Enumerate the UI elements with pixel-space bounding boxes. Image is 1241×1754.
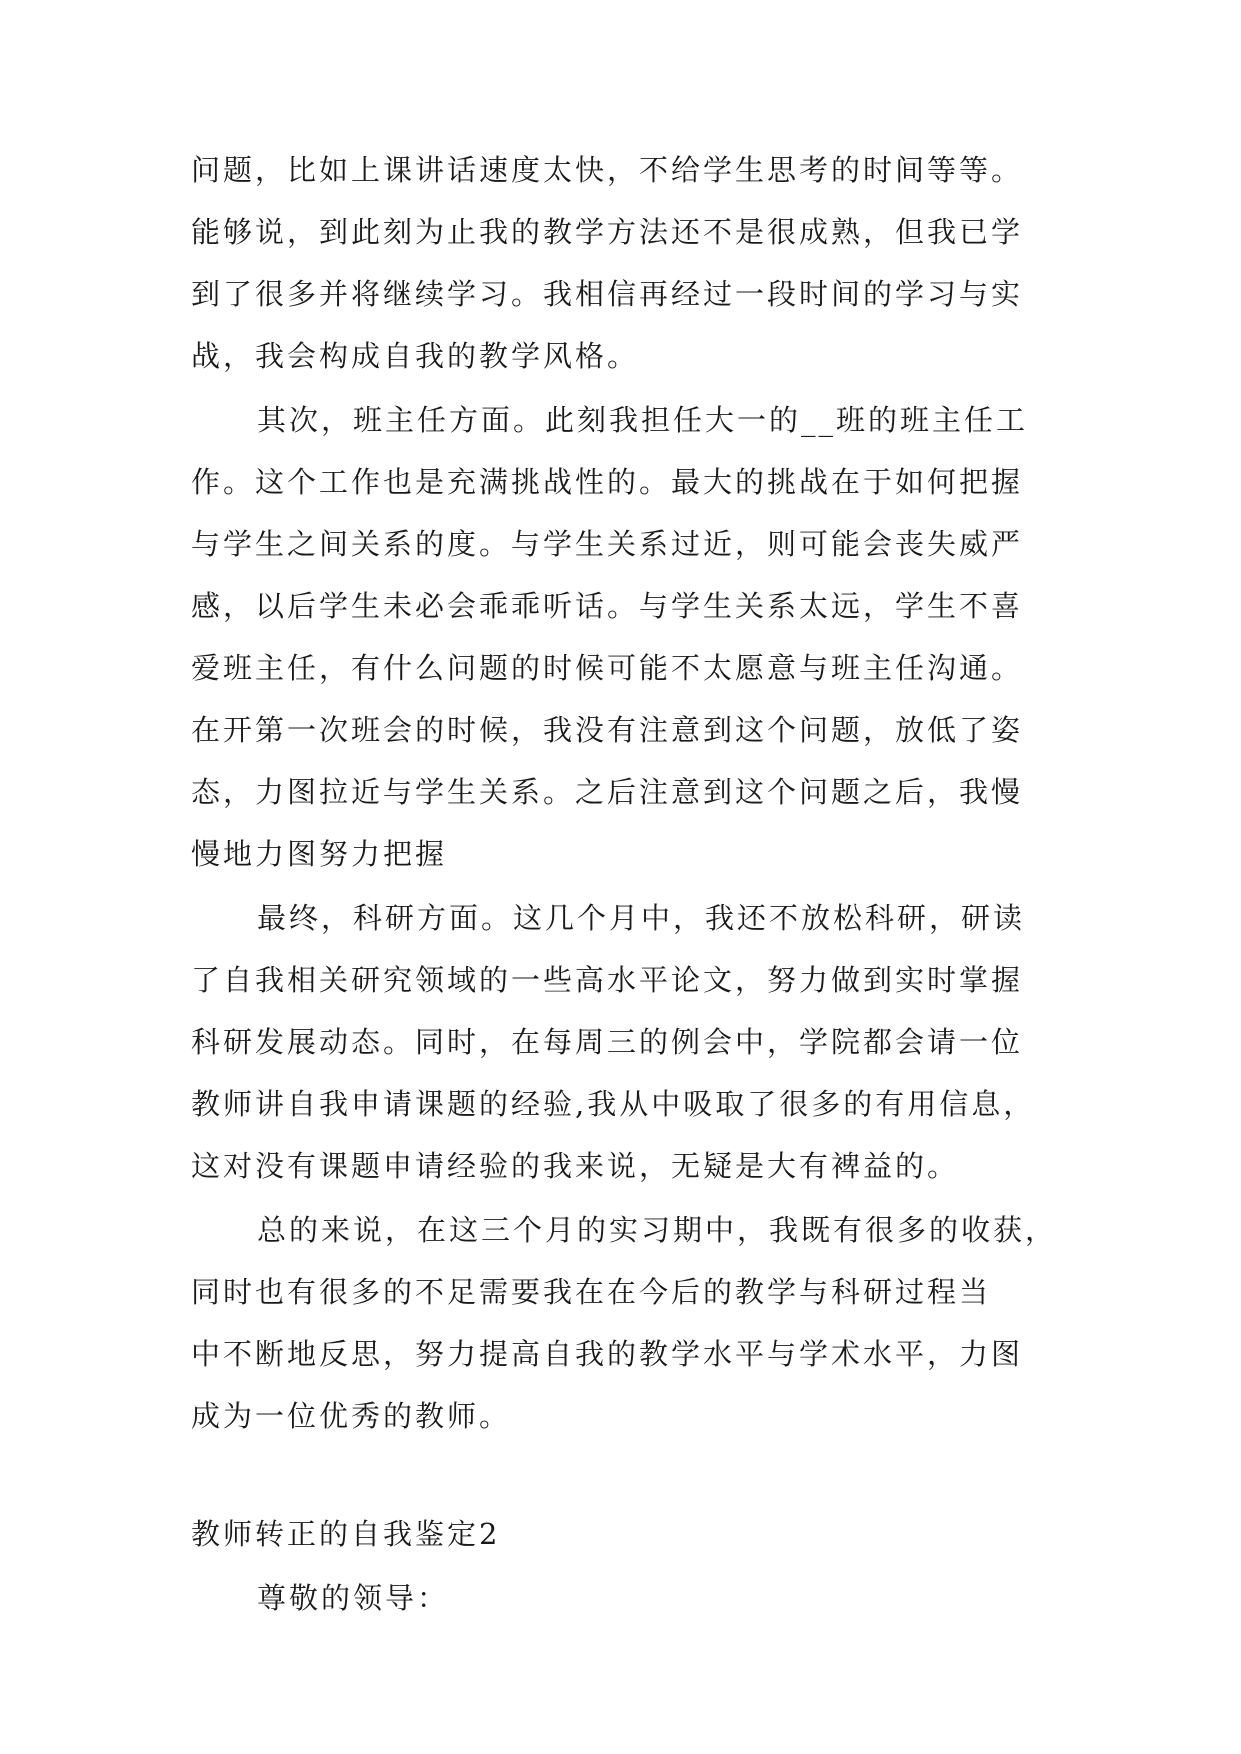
paragraph-4-line-4: 成为一位优秀的教师。 xyxy=(191,1399,512,1433)
paragraph-2-line-3: 与学生之间关系的度。与学生关系过近，则可能会丧失威严 xyxy=(191,527,1024,561)
paragraph-1-line-3: 到了很多并将继续学习。我相信再经过一段时间的学习与实 xyxy=(191,277,1024,311)
paragraph-2-line-2: 作。这个工作也是充满挑战性的。最大的挑战在于如何把握 xyxy=(191,465,1024,499)
paragraph-2-line-5: 爱班主任，有什么问题的时候可能不太愿意与班主任沟通。 xyxy=(191,651,1024,685)
paragraph-2-line-6: 在开第一次班会的时候，我没有注意到这个问题，放低了姿 xyxy=(191,713,1024,747)
paragraph-2-line-7: 态，力图拉近与学生关系。之后注意到这个问题之后，我慢 xyxy=(191,775,1024,809)
paragraph-3-line-1: 最终，科研方面。这几个月中，我还不放松科研，研读 xyxy=(257,901,1026,935)
paragraph-4-line-1: 总的来说，在这三个月的实习期中，我既有很多的收获， xyxy=(257,1213,1058,1247)
paragraph-4-line-3: 中不断地反思，努力提高自我的教学水平与学术水平，力图 xyxy=(191,1337,1024,1371)
paragraph-2-line-4: 感，以后学生未必会乖乖听话。与学生关系太远，学生不喜 xyxy=(191,589,1024,623)
salutation: 尊敬的领导： xyxy=(257,1581,450,1615)
paragraph-1-line-1: 问题，比如上课讲话速度太快，不给学生思考的时间等等。 xyxy=(191,153,1024,187)
paragraph-2-line-1: 其次，班主任方面。此刻我担任大一的__班的班主任工 xyxy=(257,403,1029,437)
section-title: 教师转正的自我鉴定2 xyxy=(191,1517,501,1551)
paragraph-3-line-3: 科研发展动态。同时，在每周三的例会中，学院都会请一位 xyxy=(191,1025,1024,1059)
paragraph-3-line-2: 了自我相关研究领域的一些高水平论文，努力做到实时掌握 xyxy=(191,963,1024,997)
paragraph-3-line-4: 教师讲自我申请课题的经验,我从中吸取了很多的有用信息， xyxy=(191,1087,1036,1121)
paragraph-3-line-5: 这对没有课题申请经验的我来说，无疑是大有裨益的。 xyxy=(191,1149,960,1183)
paragraph-4-line-2: 同时也有很多的不足需要我在在今后的教学与科研过程当 xyxy=(191,1275,992,1309)
paragraph-2-line-8: 慢地力图努力把握 xyxy=(191,837,448,871)
paragraph-1-line-4: 战，我会构成自我的教学风格。 xyxy=(191,339,640,373)
paragraph-1-line-2: 能够说，到此刻为止我的教学方法还不是很成熟，但我已学 xyxy=(191,215,1024,249)
